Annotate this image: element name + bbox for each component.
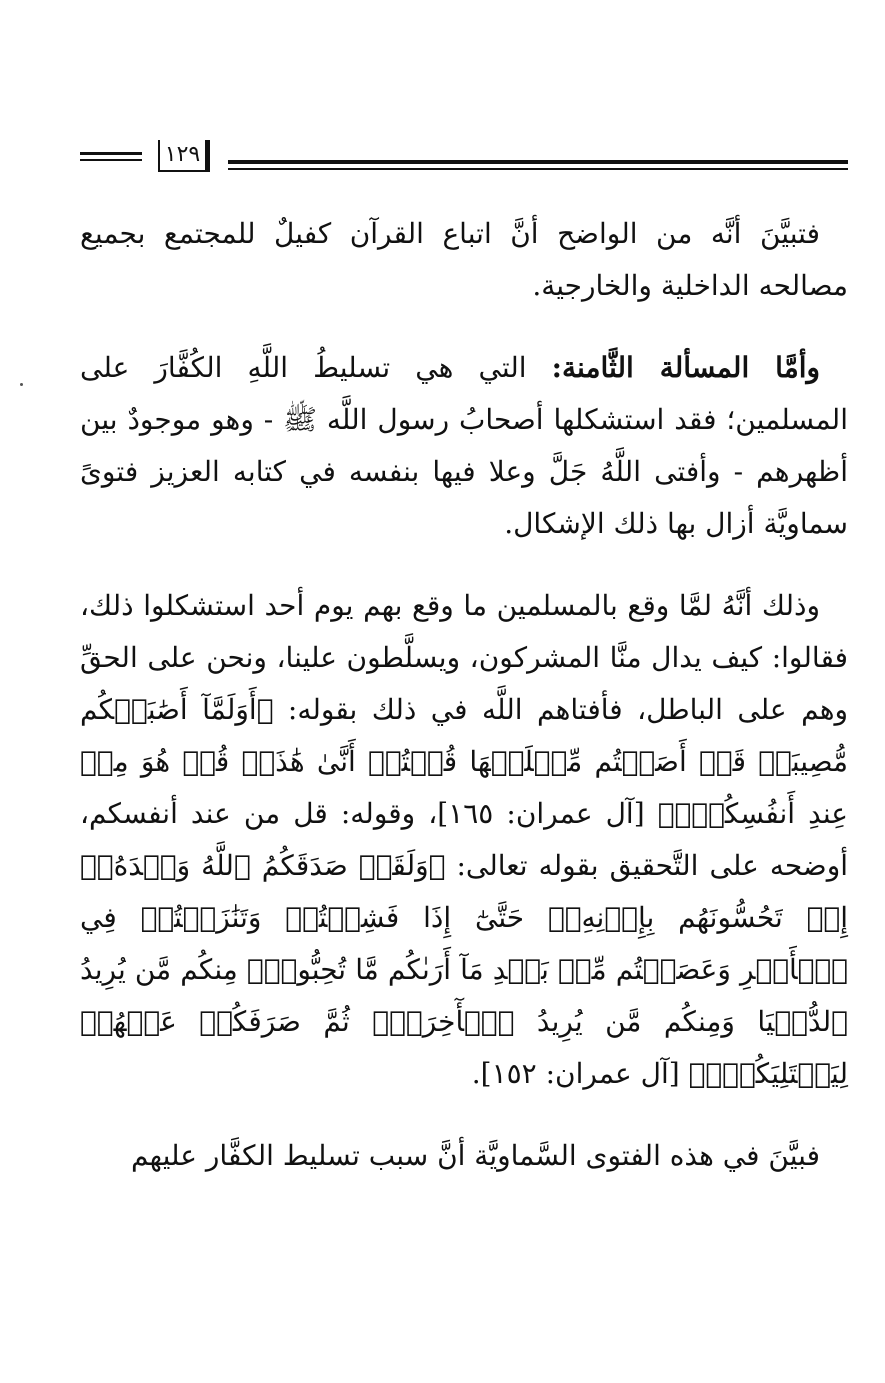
paragraph-2 xyxy=(80,342,848,550)
header-rule-left-top xyxy=(80,152,142,155)
paragraph-3: وذلك أنَّهُ لمَّا وقع بالمسلمين ما وقع بهم يوم أحد استشكلوا ذلك، فقالوا: كيف يدال منَّا المشركون، ويسلَّطون علينا، ونحن على الحقِّ وهم على الباطل، فأفتاهم اللَّه في ذلك بقوله: ﴿أَوَلَمَّآ أَصَٰبَتۡكُم مُّصِيبَةٞ قَدۡ أَصَبۡتُم مِّثۡلَيۡهَا قُلۡتُمۡ أَنَّىٰ هَٰذَاۖ قُلۡ هُوَ مِنۡ عِندِ أَنفُسِكُمۡۗ﴾ [آل عمران: ١٦٥]، وقوله: قل من عند أنفسكم، أوضحه على التَّحقيق بقوله تعالى: ﴿وَلَقَدۡ صَدَقَكُمُ ٱللَّهُ وَعۡدَهُۥٓ إِذۡ تَحُسُّونَهُم بِإِذۡنِهِۦۖ حَتَّىٰٓ إِذَا فَشِلۡتُمۡ وَتَنَٰزَعۡتُمۡ فِي ٱلۡأَمۡرِ وَعَصَيۡتُم مِّنۢ بَعۡدِ مَآ أَرَىٰكُم مَّا تُحِبُّونَۚ مِنكُم مَّن يُرِيدُ ٱلدُّنۡيَا وَمِنكُم مَّن يُرِيدُ ٱلۡأٓخِرَةَۚ ثُمَّ صَرَفَكُمۡ عَنۡهُمۡ لِيَبۡتَلِيَكُمۡۖ﴾ [آل عمران: ١٥٢]. xyxy=(80,589,848,1090)
header-rule-right-top xyxy=(228,160,848,164)
header-rule-right-bottom xyxy=(228,168,848,170)
page-header xyxy=(0,140,885,180)
paragraph-1: فتبيَّنَ أنَّه من الواضح أنَّ اتباع القرآن كفيلٌ للمجتمع بجميع مصالحه الداخلية والخارجية. xyxy=(80,217,848,302)
paragraph-4: فبيَّنَ في هذه الفتوى السَّماويَّة أنَّ سبب تسليط الكفَّار عليهم xyxy=(131,1139,820,1172)
page-number: ١٢٩ xyxy=(158,140,210,172)
header-rule-left-bottom xyxy=(80,159,142,161)
paragraph-2-heading: وأمَّا المسألة الثَّامنة: xyxy=(551,351,820,384)
margin-dot xyxy=(20,383,23,386)
paragraph-2-text: التي هي تسليطُ اللَّهِ الكُفَّارَ على المسلمين؛ فقد استشكلها أصحابُ رسول اللَّه ﷺ - وهو موجودٌ بين أظهرهم - وأفتى اللَّهُ جَلَّ وعلا فيها بنفسه في كتابه العزيز فتوىً سماويَّة أزال بها ذلك الإشكال. xyxy=(80,351,848,540)
page-body xyxy=(80,208,848,1212)
